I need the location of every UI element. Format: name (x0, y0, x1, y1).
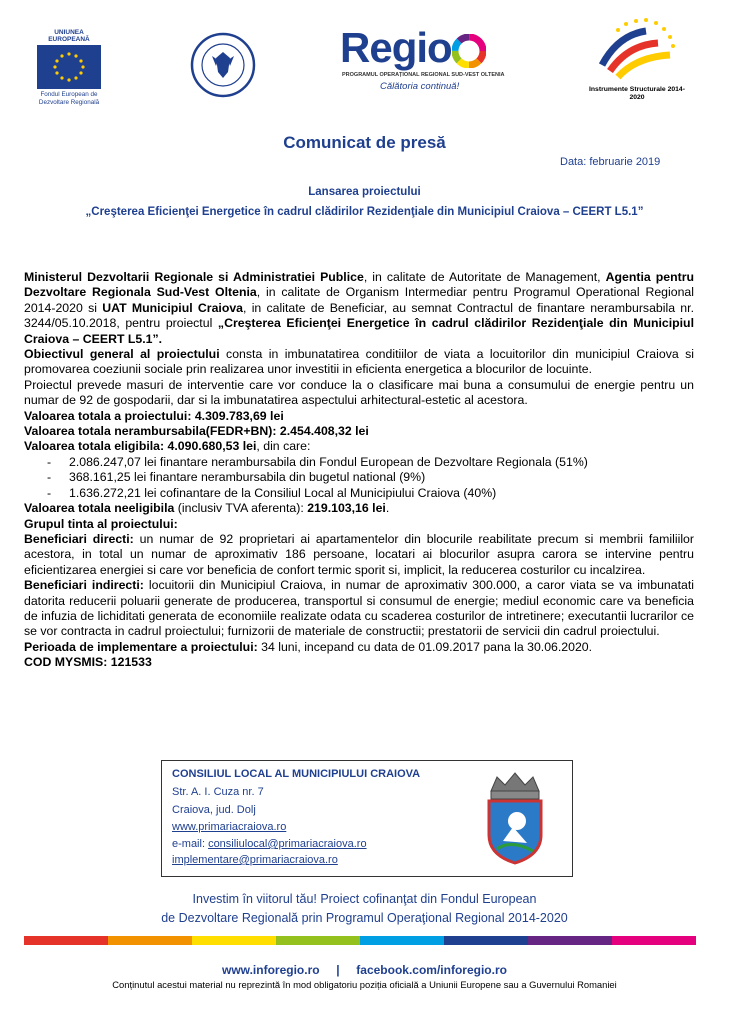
implementation-period-label: Perioada de implementare a proiectului: (24, 639, 258, 654)
intro-text-2: , in calitate de Organism Intermediar pentru Programul Operational Regional 2014-2020 si (24, 285, 694, 315)
eligible-value-label: Valoarea totala eligibila: 4.090.680,53 lei (24, 439, 257, 454)
regio-program: PROGRAMUL OPERAȚIONAL REGIONAL SUD-VEST OLTENIA (342, 72, 505, 78)
stripe-segment (612, 936, 696, 945)
ineligible-value-end: . (385, 501, 390, 516)
color-stripe-graphic (24, 936, 696, 945)
indirect-beneficiaries-label: Beneficiari indirecti: (24, 578, 144, 593)
instrumente-caption: Instrumente Structurale 2014-2020 (589, 86, 685, 101)
regio-tagline: Călătoria continuă! (380, 81, 460, 92)
total-value-text: Valoarea totala a proiectului: 4.309.783,69 lei (24, 408, 284, 423)
list-item (24, 486, 694, 501)
eligible-value-suffix: , din care: (256, 439, 311, 454)
target-group-heading (24, 517, 694, 532)
mysmis-code (24, 655, 694, 670)
project-name-inline: „Creşterea Eficienţei Energetice în cadrul clădirilor Rezidenţiale din Municipiul Craiova – CEERT L5.1”. (24, 316, 694, 346)
document-date: Data: februarie 2019 (560, 156, 661, 168)
measures-paragraph: Proiectul prevede masuri de interventie care vor conduce la o clasificare mai buna a consumului de energie pentru un numar de 92 de gospodarii, dar si la imbunatatirea aspectului arhitectural-estetic al acestora. (24, 377, 694, 408)
intro-text-3: , in calitate de Beneficiar, au semnat Contractul de finantare nerambursabila nr. 3244/05.10.2018, pentru proiectul (24, 300, 694, 331)
craiova-coat-of-arms-icon (483, 769, 547, 867)
regio-wordmark: Regio (340, 24, 452, 71)
contact-website-link[interactable]: www.primariacraiova.ro (172, 821, 287, 833)
color-stripe (24, 932, 696, 941)
government-seal-icon (190, 32, 256, 98)
list-item-text: 368.161,25 lei finantare nerambursabila din bugetul national (9%) (69, 470, 426, 485)
ineligible-value-amount: 219.103,16 lei (307, 501, 386, 516)
project-name-heading: „Creşterea Eficienţei Energetice în cadrul clădirilor Rezidenţiale din Municipiul Craiova – CEERT L5.1” (85, 206, 644, 218)
stripe-segment (528, 936, 613, 945)
eu-logo (34, 29, 104, 106)
intro-paragraph (24, 270, 694, 347)
list-item (24, 455, 694, 470)
footer-slogan-line-1: Investim în viitorul tău! Proiect cofinanţat din Fondul European (192, 892, 537, 906)
ineligible-value-text: (inclusiv TVA aferenta): (174, 501, 308, 516)
disclaimer: Conținutul acestui material nu reprezintă în mod obligatoriu poziția oficială a Uniunii Europene sau a Guvernului Romaniei (112, 979, 617, 990)
stripe-segment (360, 936, 445, 945)
regio-color-wheel-icon (452, 34, 486, 68)
stripe-segment (24, 936, 109, 945)
indirect-beneficiaries-paragraph (24, 578, 694, 640)
contact-email-link[interactable]: consiliulocal@primariacraiova.ro (208, 838, 367, 850)
press-release-body (24, 270, 694, 671)
stripe-segment (108, 936, 193, 945)
contact-card (161, 760, 573, 877)
instrumente-stars-icon (588, 15, 686, 85)
ministry-name: Ministerul Dezvoltarii Regionale si Administratiei Publice (24, 270, 364, 284)
direct-beneficiaries-text: un numar de 92 proprietari ai apartamentelor din blocurile reabilitate precum si membrii familiilor acestora, in total un numar de aproximativ 186 persoane, locatari ai blocurilor asupra carora se intervine pentru eficientizarea energiei si care vor beneficia de confort termic sporit si, implicit, la reducerea costurilor cu incalzirea. (24, 531, 694, 577)
project-launch-heading: Lansarea proiectului (308, 186, 421, 198)
stripe-segment (192, 936, 277, 945)
facebook-link[interactable]: facebook.com/inforegio.ro (356, 963, 507, 977)
objective-text: consta in imbunatatirea conditiilor de viata a locuitorilor din municipiul Craiova si promovarea coeziunii sociale prin realizarea unor investitii in eficienta energetica a blocurilor de locuinte. (24, 347, 694, 377)
footer-slogan-line-2: de Dezvoltare Regională prin Programul Operaţional Regional 2014-2020 (161, 911, 568, 925)
stripe-segment (276, 936, 361, 945)
list-item-text: 1.636.272,21 lei cofinantare de la Consiliul Local al Municipiului Craiova (40%) (69, 485, 497, 500)
list-item (24, 470, 694, 485)
direct-beneficiaries-paragraph (24, 532, 694, 578)
beneficiary-name: UAT Municipiul Craiova (102, 300, 244, 315)
ineligible-value-label: Valoarea totala neeligibila (24, 501, 175, 516)
regio-logo (340, 24, 505, 96)
stripe-segment (444, 936, 529, 945)
footer-slogan (0, 890, 729, 928)
implementation-period-text: 34 luni, incepand cu data de 01.09.2017 pana la 30.06.2020. (257, 639, 593, 654)
funding-breakdown-list (24, 455, 694, 501)
inforegio-website-link[interactable]: www.inforegio.ro (222, 963, 320, 977)
contact-email-line (172, 838, 367, 850)
objective-paragraph (24, 347, 694, 378)
nonrefundable-value-text: Valoarea totala nerambursabila(FEDR+BN): 2.454.408,32 lei (24, 424, 369, 439)
ineligible-value (24, 501, 694, 516)
contact-street: Str. A. I. Cuza nr. 7 (172, 786, 264, 798)
list-item-text: 2.086.247,07 lei finantare nerambursabila din Fondul European de Dezvoltare Regionala (51%) (69, 454, 588, 469)
total-value (24, 409, 694, 424)
dash-bullet: - (47, 485, 52, 500)
contact-organization: CONSILIUL LOCAL AL MUNICIPIULUI CRAIOVA (172, 768, 421, 780)
target-group-label: Grupul tinta al proiectului: (24, 516, 178, 531)
page-title: Comunicat de presă (283, 133, 446, 152)
agency-name: Agentia pentru Dezvoltare Regionala Sud-Vest Oltenia (24, 270, 695, 300)
instrumente-structurale-logo (588, 15, 686, 107)
dash-bullet: - (47, 470, 52, 485)
email-label: e-mail: (172, 838, 209, 850)
mysmis-code-text: COD MYSMIS: 121533 (24, 655, 152, 670)
contact-city: Craiova, jud. Dolj (172, 804, 256, 816)
implementation-email-link[interactable]: implementare@primariacraiova.ro (172, 854, 338, 866)
eu-fund-caption: Fondul European de Dezvoltare Regională (38, 91, 100, 106)
implementation-period (24, 640, 694, 655)
eligible-value (24, 439, 694, 454)
indirect-beneficiaries-text: locuitorii din Municipiul Craiova, in numar de aproximativ 300.000, a caror viata se va imbunatati datorita reducerii poluarii generate de producerea, transportul si consumul de energie; mediul economic care va beneficia de infuzia de lichiditati generata de economiile realizate odata cu scaderea costurilor de intretinere; executantii lucrarilor ce se vor contracta in cadrul proiectului; furnizorii de materiale de constructii; prestatorii de servicii din cadrul proiectului. (24, 578, 694, 639)
eu-flag-icon (37, 45, 101, 89)
intro-text-1: , in calitate de Autoritate de Management, (363, 270, 606, 284)
link-separator: | (336, 963, 340, 977)
objective-label: Obiectivul general al proiectului (24, 347, 220, 362)
nonrefundable-value (24, 424, 694, 439)
dash-bullet: - (47, 454, 52, 469)
footer-links (0, 963, 729, 977)
direct-beneficiaries-label: Beneficiari directi: (24, 531, 134, 546)
eu-caption: UNIUNEA EUROPEANĂ (48, 29, 90, 43)
